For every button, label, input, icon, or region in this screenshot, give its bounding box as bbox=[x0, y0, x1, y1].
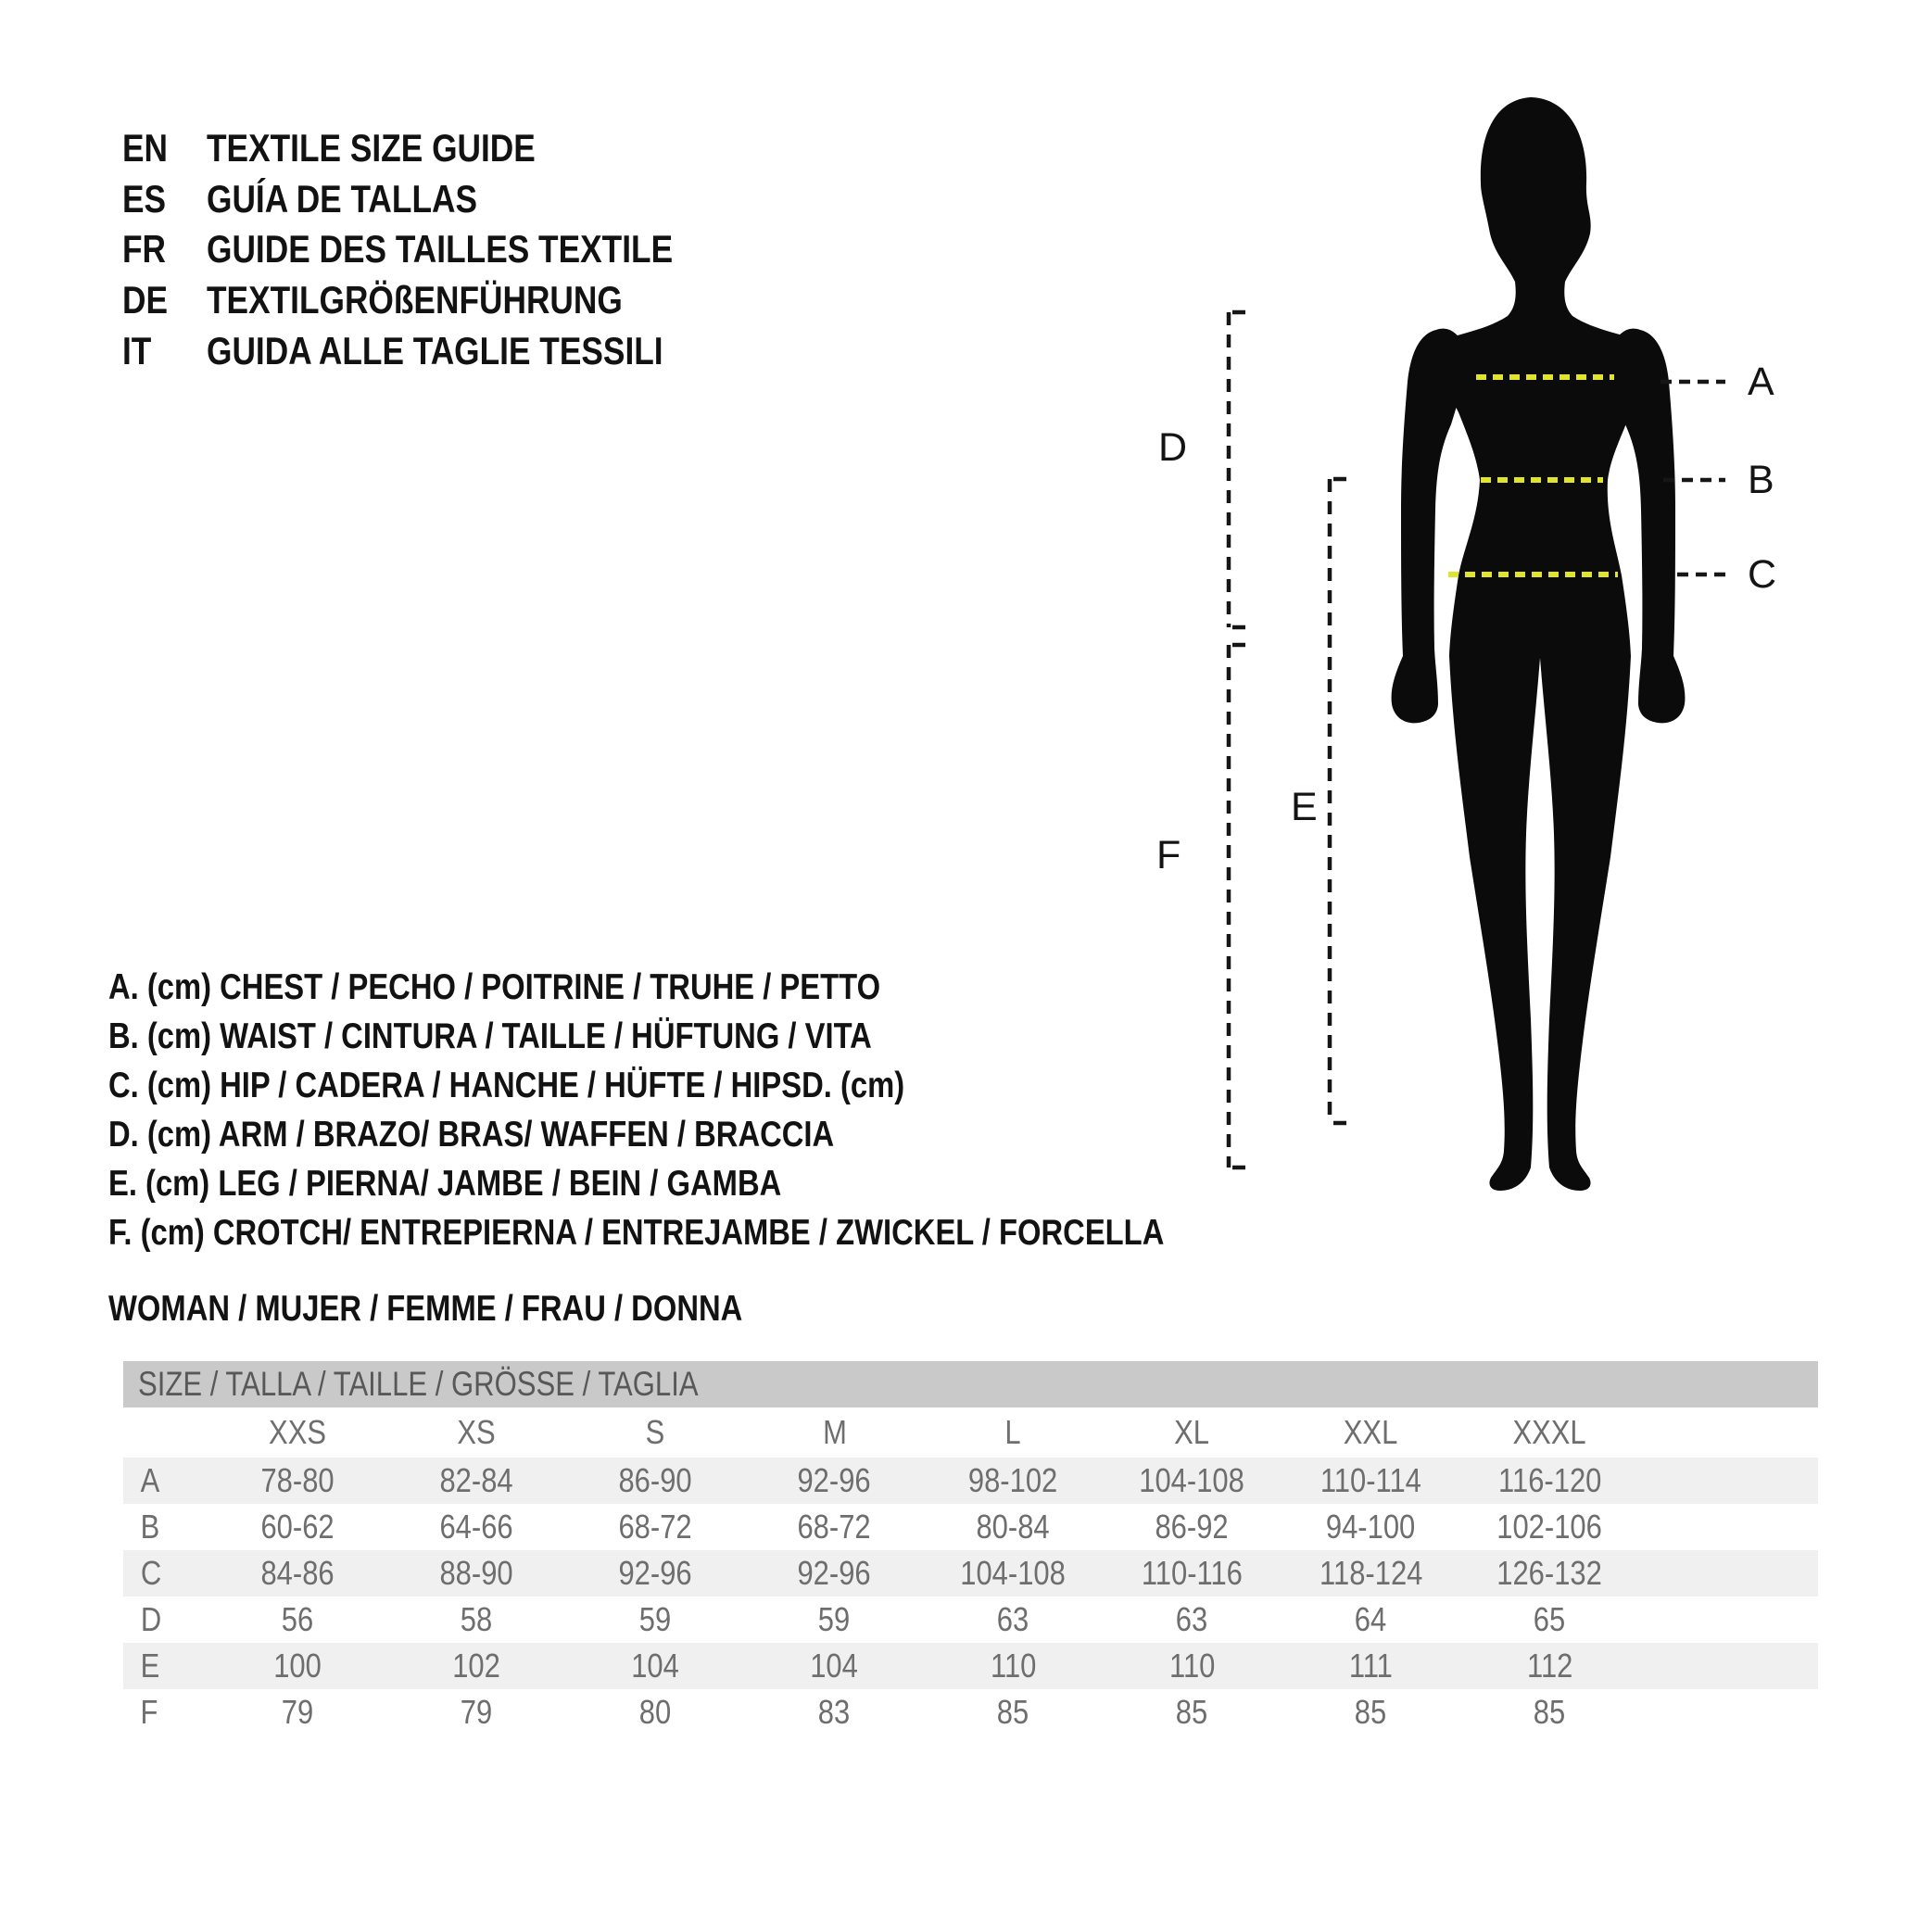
size-col-header: S bbox=[646, 1413, 665, 1451]
size-col-header: XL bbox=[1174, 1413, 1210, 1451]
table-cell: 59 bbox=[818, 1600, 851, 1638]
table-cell: 60-62 bbox=[260, 1508, 335, 1546]
marker-e: E bbox=[1291, 785, 1318, 829]
size-header-row bbox=[123, 1407, 1818, 1458]
empty-cell bbox=[1639, 1643, 1818, 1689]
table-cell: 92-96 bbox=[797, 1461, 872, 1499]
lang-row-it bbox=[122, 329, 750, 372]
lang-title: GUIDE DES TAILLES TEXTILE bbox=[207, 227, 674, 271]
table-cell: 79 bbox=[282, 1693, 314, 1731]
row-label: E bbox=[140, 1647, 160, 1685]
table-row-d bbox=[123, 1597, 1818, 1643]
table-cell: 104 bbox=[810, 1647, 859, 1685]
table-cell: 94-100 bbox=[1326, 1508, 1416, 1546]
table-cell: 68-72 bbox=[797, 1508, 872, 1546]
empty-cell bbox=[1639, 1550, 1818, 1597]
legend-row-b bbox=[108, 1018, 1017, 1054]
empty-cell bbox=[123, 1407, 208, 1458]
lang-row-en bbox=[122, 126, 598, 170]
row-label: B bbox=[140, 1508, 160, 1546]
table-cell: 85 bbox=[997, 1693, 1029, 1731]
table-cell: 116-120 bbox=[1497, 1461, 1602, 1499]
table-cell: 68-72 bbox=[618, 1508, 693, 1546]
table-cell: 92-96 bbox=[797, 1554, 872, 1592]
lang-code: EN bbox=[122, 126, 169, 170]
row-label: F bbox=[140, 1693, 158, 1731]
lang-title: TEXTILE SIZE GUIDE bbox=[207, 126, 536, 170]
size-table-header-bar bbox=[123, 1361, 1818, 1407]
table-cell: 126-132 bbox=[1496, 1554, 1603, 1592]
lang-code: ES bbox=[122, 177, 167, 221]
size-col-header: L bbox=[1004, 1413, 1022, 1451]
size-table-header-text: SIZE / TALLA / TAILLE / GRÖSSE / TAGLIA bbox=[138, 1365, 699, 1403]
lang-row-de bbox=[122, 278, 701, 322]
legend-text: A. (cm) CHEST / PECHO / POITRINE / TRUHE / PETTO bbox=[108, 967, 881, 1007]
figure-svg bbox=[1066, 56, 1932, 1344]
size-col-header: XS bbox=[457, 1413, 497, 1451]
empty-cell bbox=[1639, 1407, 1818, 1458]
table-cell: 82-84 bbox=[439, 1461, 514, 1499]
gender-heading bbox=[108, 1291, 864, 1327]
table-cell: 98-102 bbox=[968, 1461, 1058, 1499]
table-cell: 92-96 bbox=[618, 1554, 693, 1592]
table-cell: 104-108 bbox=[960, 1554, 1067, 1592]
table-cell: 86-92 bbox=[1155, 1508, 1230, 1546]
table-cell: 59 bbox=[639, 1600, 672, 1638]
table-cell: 83 bbox=[818, 1693, 851, 1731]
table-cell: 65 bbox=[1534, 1600, 1566, 1638]
table-row-e bbox=[123, 1643, 1818, 1689]
legend-text: D. (cm) ARM / BRAZO/ BRAS/ WAFFEN / BRACCIA bbox=[108, 1115, 835, 1155]
table-cell: 85 bbox=[1176, 1693, 1208, 1731]
lang-title: GUIDA ALLE TAGLIE TESSILI bbox=[207, 329, 663, 372]
lang-title: GUÍA DE TALLAS bbox=[207, 177, 478, 221]
legend-text: F. (cm) CROTCH/ ENTREPIERNA / ENTREJAMBE / ZWICKEL / FORCELLA bbox=[108, 1213, 1165, 1253]
empty-cell bbox=[1639, 1597, 1818, 1643]
table-row-a bbox=[123, 1458, 1818, 1504]
row-label: A bbox=[140, 1461, 160, 1499]
size-col-header: XXL bbox=[1344, 1413, 1398, 1451]
marker-a: A bbox=[1748, 360, 1774, 404]
lang-code: IT bbox=[122, 329, 152, 372]
table-cell: 63 bbox=[997, 1600, 1029, 1638]
size-col-header: XXXL bbox=[1512, 1413, 1587, 1451]
table-cell: 78-80 bbox=[260, 1461, 335, 1499]
size-col-header: M bbox=[822, 1413, 847, 1451]
table-row-b bbox=[123, 1504, 1818, 1550]
table-cell: 86-90 bbox=[618, 1461, 693, 1499]
lang-code: DE bbox=[122, 278, 169, 322]
table-cell: 110-114 bbox=[1320, 1461, 1422, 1499]
legend-text: E. (cm) LEG / PIERNA/ JAMBE / BEIN / GAMBA bbox=[108, 1164, 782, 1204]
table-cell: 84-86 bbox=[260, 1554, 335, 1592]
table-cell: 102-106 bbox=[1496, 1508, 1603, 1546]
marker-c: C bbox=[1748, 552, 1777, 597]
table-cell: 80 bbox=[639, 1693, 672, 1731]
silhouette-body bbox=[1423, 97, 1657, 1191]
legend-row-a bbox=[108, 969, 1028, 1005]
table-cell: 111 bbox=[1348, 1647, 1394, 1685]
table-cell: 100 bbox=[273, 1647, 322, 1685]
measurement-figure bbox=[1066, 56, 1932, 1344]
marker-f: F bbox=[1156, 833, 1181, 877]
marker-d: D bbox=[1158, 425, 1188, 470]
table-cell: 58 bbox=[461, 1600, 493, 1638]
empty-cell bbox=[1639, 1504, 1818, 1550]
row-label: C bbox=[140, 1554, 162, 1592]
row-label: D bbox=[140, 1600, 162, 1638]
table-cell: 56 bbox=[282, 1600, 314, 1638]
table-cell: 118-124 bbox=[1319, 1554, 1423, 1592]
table-cell: 64 bbox=[1355, 1600, 1387, 1638]
table-cell: 102 bbox=[452, 1647, 501, 1685]
lang-row-fr bbox=[122, 227, 762, 271]
table-row-c bbox=[123, 1550, 1818, 1597]
lang-code: FR bbox=[122, 227, 167, 271]
table-cell: 88-90 bbox=[439, 1554, 514, 1592]
table-cell: 85 bbox=[1355, 1693, 1387, 1731]
table-cell: 104-108 bbox=[1139, 1461, 1245, 1499]
marker-b: B bbox=[1748, 458, 1774, 502]
legend-row-e bbox=[108, 1166, 910, 1202]
size-table bbox=[123, 1361, 1818, 1735]
table-cell: 63 bbox=[1176, 1600, 1208, 1638]
woman-silhouette bbox=[1392, 97, 1686, 1191]
table-cell: 104 bbox=[631, 1647, 680, 1685]
legend-row-c bbox=[108, 1067, 1056, 1104]
table-cell: 85 bbox=[1534, 1693, 1566, 1731]
vertical-measure-lines bbox=[1229, 312, 1346, 1167]
legend-text: B. (cm) WAIST / CINTURA / TAILLE / HÜFTUNG / VITA bbox=[108, 1016, 872, 1056]
legend-text: C. (cm) HIP / CADERA / HANCHE / HÜFTE / HIPSD. (cm) bbox=[108, 1066, 905, 1105]
gender-heading-text: WOMAN / MUJER / FEMME / FRAU / DONNA bbox=[108, 1289, 743, 1329]
empty-cell bbox=[1639, 1458, 1818, 1504]
table-row-f bbox=[123, 1689, 1818, 1735]
lang-title: TEXTILGRÖßENFÜHRUNG bbox=[207, 278, 623, 322]
table-cell: 110 bbox=[990, 1647, 1037, 1685]
empty-cell bbox=[1639, 1689, 1818, 1735]
table-cell: 110-116 bbox=[1141, 1554, 1244, 1592]
table-cell: 79 bbox=[461, 1693, 493, 1731]
table-cell: 112 bbox=[1526, 1647, 1573, 1685]
table-cell: 64-66 bbox=[439, 1508, 514, 1546]
table-cell: 110 bbox=[1168, 1647, 1216, 1685]
lang-row-es bbox=[122, 177, 529, 221]
size-col-header: XXS bbox=[269, 1413, 327, 1451]
legend-row-d bbox=[108, 1117, 972, 1153]
table-cell: 80-84 bbox=[976, 1508, 1051, 1546]
